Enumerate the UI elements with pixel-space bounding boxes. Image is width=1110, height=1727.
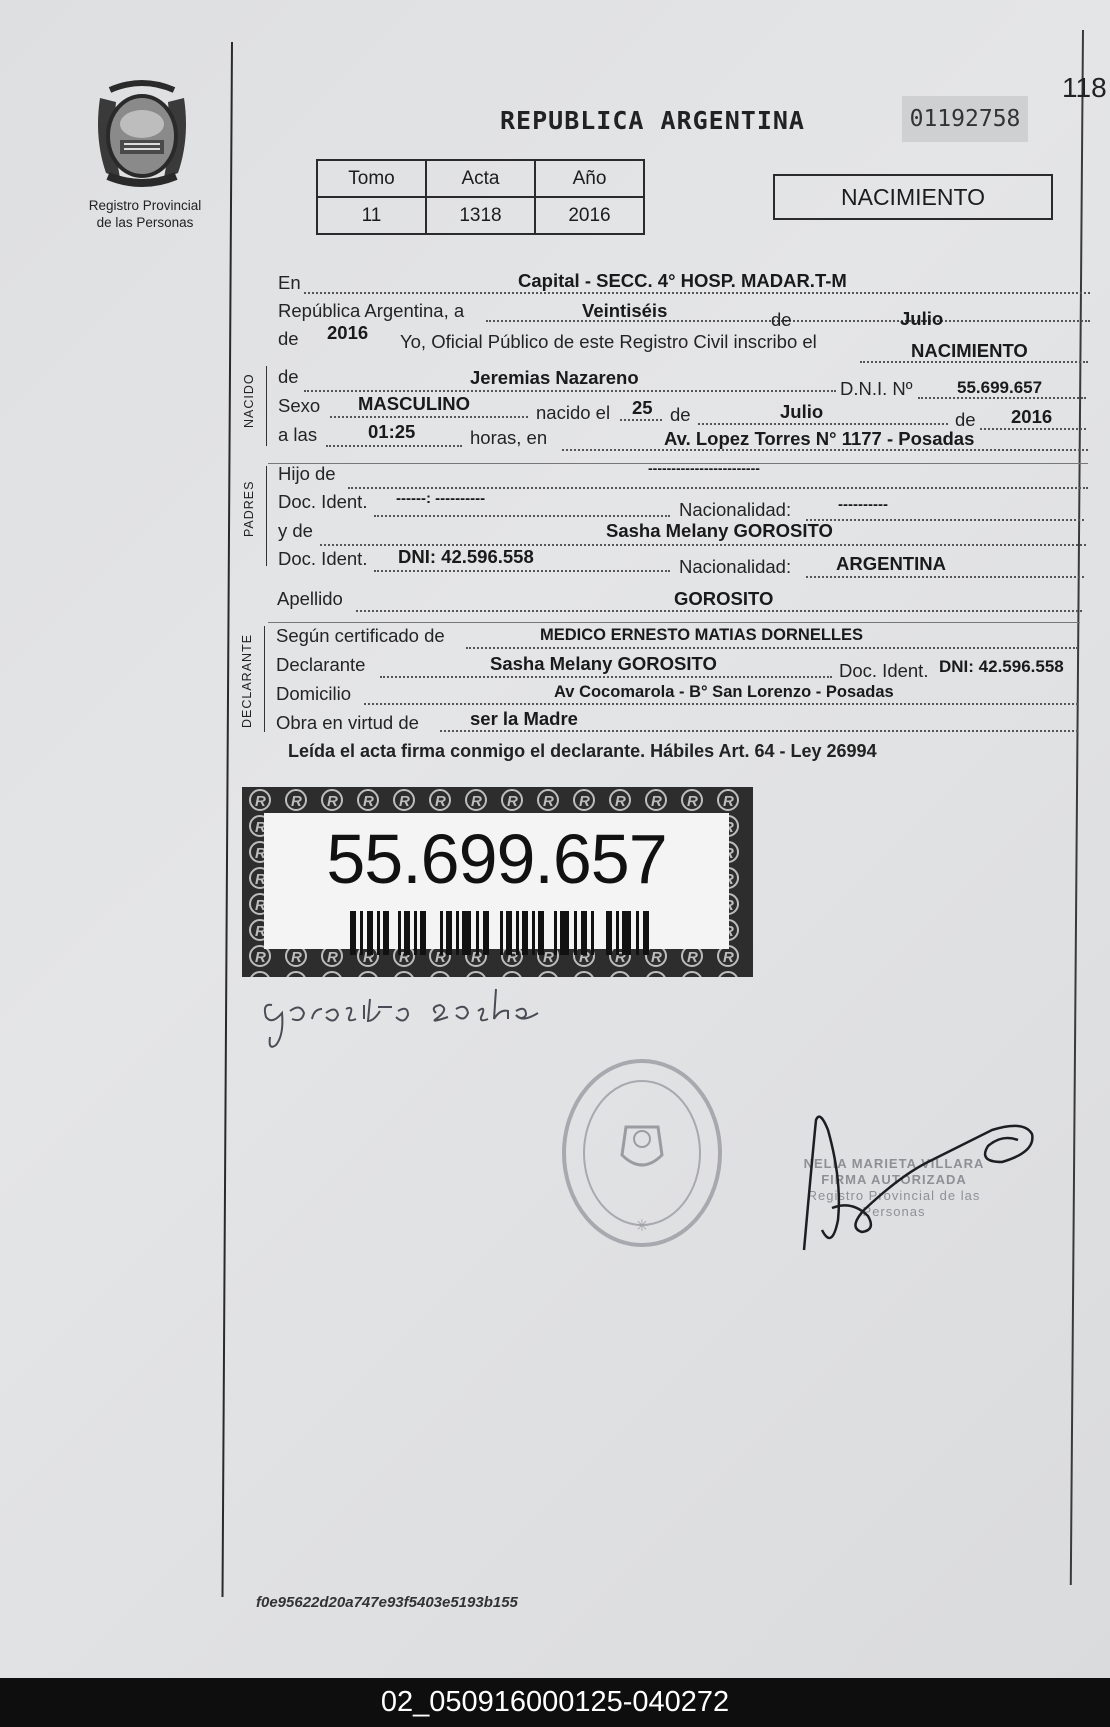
birth-year-value: 2016	[1011, 406, 1053, 427]
scan-id-bar: 02_050916000125-040272	[0, 1678, 1110, 1727]
logo-caption	[70, 197, 220, 231]
doc2-dots	[374, 570, 670, 572]
dni-value: 55.699.657	[957, 378, 1043, 397]
sexo-value: MASCULINO	[358, 393, 471, 414]
official-signature	[792, 1100, 1042, 1260]
mother-nationality-value: ARGENTINA	[836, 553, 946, 574]
day-value: Veintiséis	[582, 300, 668, 321]
official-stamp-line3: Registro Provincial de las Personas	[807, 1188, 981, 1219]
birth-month-value: Julio	[780, 401, 824, 422]
time-dots	[326, 445, 462, 447]
doc1-dots	[374, 515, 670, 517]
en-value: Capital - SECC. 4° HOSP. MADAR.T-M	[518, 270, 847, 291]
logo-caption-line2: de las Personas	[96, 215, 194, 230]
month-dots	[698, 423, 948, 425]
barcode	[350, 911, 650, 955]
yde-label: y de	[278, 520, 313, 541]
name-dots	[304, 390, 836, 392]
document-title: REPUBLICA ARGENTINA	[500, 106, 805, 135]
doc2-label: Doc. Ident.	[278, 548, 368, 569]
nac1-value: ----------	[838, 496, 888, 513]
logo-caption-line1: Registro Provincial	[88, 198, 202, 213]
declarante-side-label: DECLARANTE	[240, 633, 254, 728]
en-dots	[304, 292, 1090, 294]
yo-label: Yo, Oficial Público de este Registro Civil inscribo el	[400, 331, 817, 352]
apellido-value: GOROSITO	[674, 588, 774, 609]
year-dots	[980, 428, 1086, 430]
domicilio-dots	[364, 703, 1078, 705]
mother-name-value: Sasha Melany GOROSITO	[606, 520, 833, 541]
serial-number: 01192758	[902, 96, 1028, 142]
domicilio-value: Av Cocomarola - B° San Lorenzo - Posadas	[554, 683, 894, 701]
time-value: 01:25	[368, 421, 416, 442]
declarant-handwritten-signature	[260, 975, 560, 1055]
provincial-seal-logo	[90, 78, 194, 190]
nac1-label: Nacionalidad:	[679, 499, 792, 520]
decl-doc-value: DNI: 42.596.558	[939, 657, 1064, 676]
de-label-3: de	[955, 409, 976, 430]
a-las-label: a las	[278, 424, 318, 445]
de2-label: de	[278, 328, 299, 349]
sexo-label: Sexo	[278, 395, 321, 416]
declarante-dots	[380, 676, 832, 678]
inscribo-value: NACIMIENTO	[911, 340, 1028, 361]
value-anio: 2016	[535, 197, 644, 234]
cert-dots	[466, 647, 1078, 649]
official-stamp-line2: FIRMA AUTORIZADA	[821, 1172, 967, 1187]
nacido-de-label: de	[278, 366, 299, 387]
header-tomo: Tomo	[317, 160, 426, 197]
record-type-box: NACIMIENTO	[773, 174, 1053, 220]
right-margin-line	[1070, 30, 1084, 1585]
register-header-row	[317, 160, 644, 197]
header-acta: Acta	[426, 160, 535, 197]
nac2-dots	[806, 576, 1084, 578]
declarante-value: Sasha Melany GOROSITO	[490, 653, 717, 674]
dni-label: D.N.I. Nº	[840, 378, 913, 399]
apellido-label: Apellido	[277, 588, 343, 609]
day-dots	[620, 419, 662, 421]
official-round-stamp	[556, 1035, 726, 1265]
official-stamp-line1: NELIA MARIETA VILLARA	[803, 1156, 985, 1171]
birth-day-value: 25	[632, 397, 653, 418]
svg-text:✳: ✳	[635, 1216, 649, 1235]
sticker-dni-number: 55.699.657	[326, 820, 667, 898]
doc1-label: Doc. Ident.	[278, 491, 368, 512]
place-value: Av. Lopez Torres N° 1177 - Posadas	[664, 428, 975, 449]
nac2-label: Nacionalidad:	[679, 556, 792, 577]
hijo-label: Hijo de	[278, 463, 336, 484]
padres-section-bar	[266, 466, 267, 566]
closing-statement: Leída el acta firma conmigo el declarante. Hábiles Art. 64 - Ley 26994	[288, 741, 877, 761]
hijo-dots	[348, 487, 1088, 489]
value-acta: 1318	[426, 197, 535, 234]
cert-value: MEDICO ERNESTO MATIAS DORNELLES	[540, 626, 863, 644]
doc1-value: ------: ----------	[396, 490, 486, 507]
child-name-value: Jeremias Nazareno	[470, 367, 639, 388]
register-value-row	[317, 197, 644, 234]
de-label: de	[771, 309, 792, 330]
nacido-el-label: nacido el	[536, 402, 611, 423]
value-tomo: 11	[317, 197, 426, 234]
obra-value: ser la Madre	[470, 708, 578, 729]
register-table	[316, 159, 645, 235]
nacido-side-label: NACIDO	[242, 373, 256, 428]
year-value: 2016	[327, 322, 369, 343]
header-anio: Año	[535, 160, 644, 197]
cert-label: Según certificado de	[276, 625, 445, 646]
de-label-2: de	[670, 404, 691, 425]
nacido-section-bar	[266, 366, 267, 446]
republica-label: República Argentina, a	[278, 300, 465, 321]
sexo-dots	[330, 416, 528, 418]
padres-side-label: PADRES	[242, 480, 256, 537]
nac1-dots	[806, 519, 1084, 521]
en-label: En	[278, 272, 301, 293]
sticker-inner	[264, 813, 729, 949]
decl-doc-label: Doc. Ident.	[839, 660, 929, 681]
mother-doc-value: DNI: 42.596.558	[398, 546, 534, 567]
left-margin-line	[222, 42, 233, 1597]
obra-dots	[440, 730, 1078, 732]
month-value: Julio	[900, 308, 944, 329]
obra-label: Obra en virtud de	[276, 712, 419, 733]
hijo-value: ------------------------	[648, 460, 760, 476]
apellido-dots	[356, 610, 1082, 612]
document-hash: f0e95622d20a747e93f5403e5193b155	[256, 1594, 518, 1611]
dni-sticker	[242, 787, 753, 977]
domicilio-label: Domicilio	[276, 683, 352, 704]
apellido-separator	[268, 622, 1080, 623]
page-number: 118	[1062, 72, 1107, 103]
declarante-label: Declarante	[276, 654, 366, 675]
horas-label: horas, en	[470, 427, 548, 448]
declarante-section-bar	[264, 626, 265, 732]
